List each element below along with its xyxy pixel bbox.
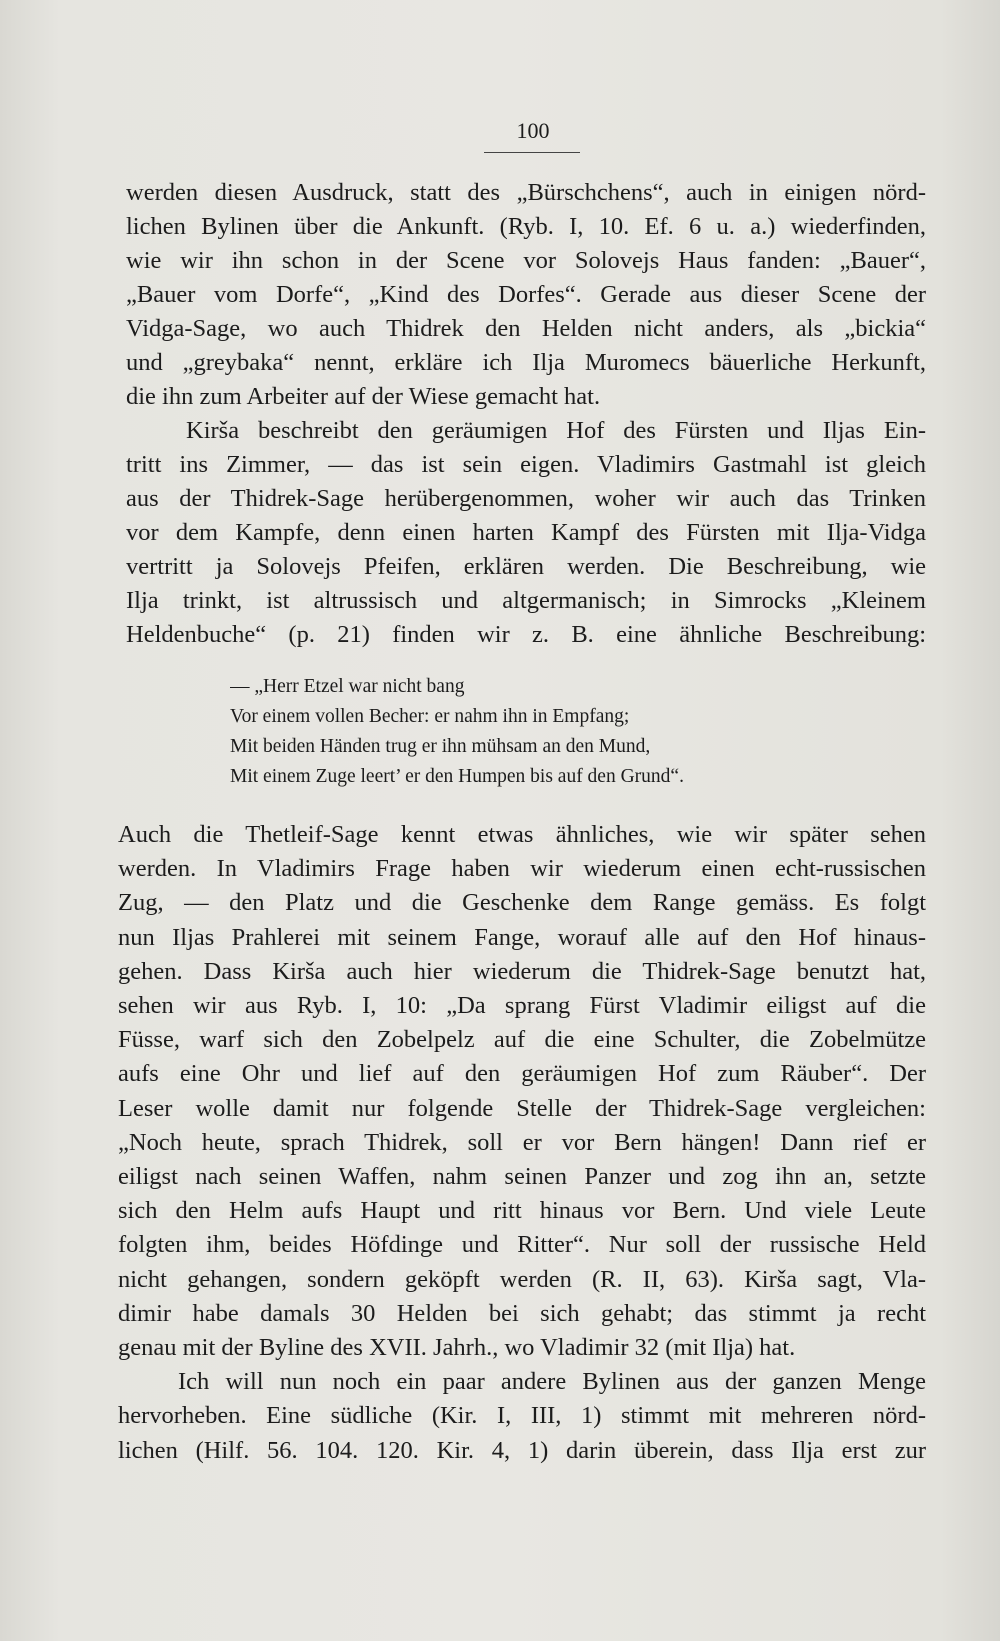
text-line: „Bauer vom Dorfe“, „Kind des Dorfes“. Gerade aus dieser Scene der <box>126 281 926 308</box>
text-line: und „greybaka“ nennt, erkläre ich Ilja Muromecs bäuerliche Herkunft, <box>126 349 926 376</box>
paragraph <box>118 1365 926 1468</box>
text-line: genau mit der Byline des XVII. Jahrh., wo Vladimir 32 (mit Ilja) hat. <box>118 1334 796 1362</box>
paragraph <box>126 176 926 414</box>
text-line: Auch die Thetleif-Sage kennt etwas ähnliches, wie wir später sehen <box>118 821 926 848</box>
text-line: Vidga-Sage, wo auch Thidrek den Helden nicht anders, als „bickia“ <box>126 315 926 342</box>
verse-line: Vor einem vollen Becher: er nahm ihn in Empfang; <box>230 706 630 727</box>
text-line: nun Iljas Prahlerei mit seinem Fange, worauf alle auf den Hof hinaus- <box>118 923 926 951</box>
page-number-rule <box>484 152 580 153</box>
text-line: sich den Helm aufs Haupt und ritt hinaus vor Bern. Und viele Leute <box>118 1197 926 1225</box>
text-line: hervorheben. Eine südliche (Kir. I, III, 1) stimmt mit mehreren nörd- <box>118 1402 926 1430</box>
text-line: lichen Bylinen über die Ankunft. (Ryb. I, 10. Ef. 6 u. a.) wiederfinden, <box>126 213 926 240</box>
text-line: werden diesen Ausdruck, statt des „Bürschchens“, auch in einigen nörd- <box>126 179 926 206</box>
text-line: „Noch heute, sprach Thidrek, soll er vor Bern hängen! Dann rief er <box>118 1128 926 1156</box>
text-line: nicht gehangen, sondern geköpft werden (R. II, 63). Kirša sagt, Vla- <box>118 1265 926 1293</box>
text-line: aufs eine Ohr und lief auf den geräumigen Hof zum Räuber“. Der <box>118 1060 926 1088</box>
text-line: eiligst nach seinen Waffen, nahm seinen Panzer und zog ihn an, setzte <box>118 1163 926 1191</box>
text-line: Füsse, warf sich den Zobelpelz auf die eine Schulter, die Zobelmütze <box>118 1026 926 1054</box>
text-line: Leser wolle damit nur folgende Stelle der Thidrek-Sage vergleichen: <box>118 1094 926 1122</box>
verse-line: Mit einem Zuge leert’ er den Humpen bis auf den Grund“. <box>230 766 684 787</box>
text-line: vertritt ja Solovejs Pfeifen, erklären werden. Die Beschreibung, wie <box>126 553 926 580</box>
text-line: Heldenbuche“ (p. 21) finden wir z. B. eine ähnliche Beschreibung: <box>126 621 926 648</box>
page-number: 100 <box>516 118 550 143</box>
lower-text-block <box>118 818 926 1468</box>
paragraph <box>126 414 926 652</box>
text-line: aus der Thidrek-Sage herübergenommen, woher wir auch das Trinken <box>126 485 926 512</box>
text-line: vor dem Kampfe, denn einen harten Kampf des Fürsten mit Ilja-Vidga <box>126 519 926 546</box>
upper-text-block <box>126 176 926 652</box>
verse-line: Mit beiden Händen trug er ihn mühsam an den Mund, <box>230 736 651 757</box>
text-line: die ihn zum Arbeiter auf der Wiese gemacht hat. <box>126 383 601 410</box>
text-line: tritt ins Zimmer, — das ist sein eigen. Vladimirs Gastmahl ist gleich <box>126 451 926 478</box>
text-line: Zug, — den Platz und die Geschenke dem Range gemäss. Es folgt <box>118 889 926 917</box>
text-line: Ilja trinkt, ist altrussisch und altgermanisch; in Simrocks „Kleinem <box>126 587 926 614</box>
text-line: gehen. Dass Kirša auch hier wiederum die Thidrek-Sage benutzt hat, <box>118 957 926 985</box>
text-line: folgten ihm, beides Höfdinge und Ritter“. Nur soll der russische Held <box>118 1231 926 1259</box>
text-line: Ich will nun noch ein paar andere Bylinen aus der ganzen Menge <box>178 1368 926 1396</box>
text-line: wie wir ihn schon in der Scene vor Solovejs Haus fanden: „Bauer“, <box>126 247 926 274</box>
verse-quote <box>230 672 820 792</box>
verse-line: — „Herr Etzel war nicht bang <box>230 676 465 697</box>
text-line: Kirša beschreibt den geräumigen Hof des Fürsten und Iljas Ein- <box>186 417 926 444</box>
text-line: dimir habe damals 30 Helden bei sich gehabt; das stimmt ja recht <box>118 1299 926 1327</box>
text-line: werden. In Vladimirs Frage haben wir wiederum einen echt-russischen <box>118 855 926 883</box>
paragraph <box>118 818 926 1365</box>
text-line: lichen (Hilf. 56. 104. 120. Kir. 4, 1) darin überein, dass Ilja erst zur <box>118 1436 926 1464</box>
text-line: sehen wir aus Ryb. I, 10: „Da sprang Fürst Vladimir eiligst auf die <box>118 992 926 1020</box>
